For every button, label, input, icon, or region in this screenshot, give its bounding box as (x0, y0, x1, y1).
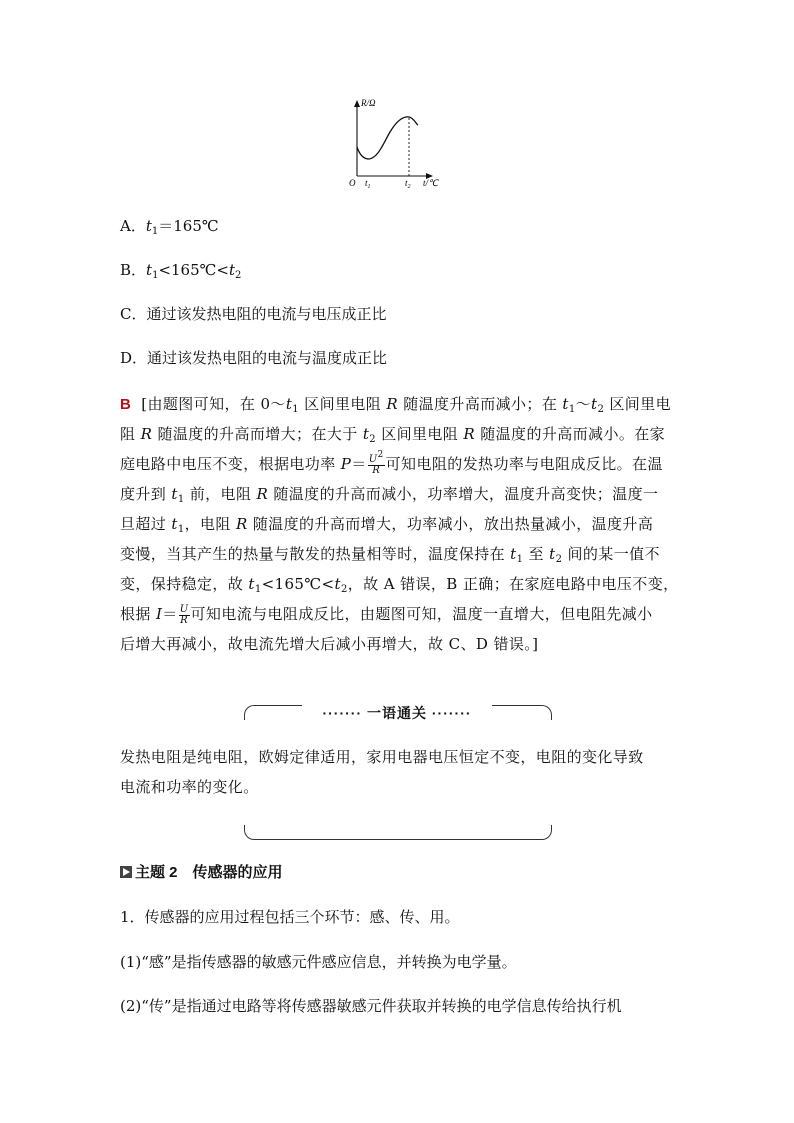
option-a: A．$t_1=165℃$ (120, 217, 219, 237)
t1-label: $t_1$ (365, 178, 371, 190)
summary-box-title: ······· 一语通关 ······· (302, 704, 492, 722)
origin-label: O (349, 178, 356, 188)
t2-label: $t_2$ (405, 178, 411, 190)
x-axis-label: t/℃ (423, 178, 439, 188)
body-paragraph-1: 1．传感器的应用过程包括三个环节：感、传、用。 (120, 908, 460, 926)
option-c: C．通过该发热电阻的电流与电压成正比 (120, 305, 387, 323)
topic-heading: 主题 2 传感器的应用 (120, 863, 283, 883)
answer-line-3: 庭电路中电压不变，根据电功率 P＝ $\frac{U^2}{R}$ 可知电阻的发热功率与电阻成反比。在温 (120, 449, 663, 476)
answer-line-7: 变，保持稳定，故 $t_1<165℃<t_2$，故 A 错误，B 正确；在家庭电路中电压不变， (120, 575, 679, 595)
answer-line-5: 旦超过 $t_1$，电阻 R 随温度的升高而增大，功率减小，放出热量减小，温度升高 (120, 515, 654, 535)
resistance-temperature-graph (338, 92, 450, 192)
y-axis-arrow (354, 100, 360, 107)
current-fraction: $\frac{U}{R}$ (179, 603, 189, 626)
body-paragraph-3: (2)“传”是指通过电路等将传感器敏感元件获取并转换的电学信息传给执行机 (120, 997, 622, 1015)
answer-line-9: 后增大再减小，故电流先增大后减小再增大，故 C、D 错误。] (120, 635, 539, 653)
answer-line-8: 根据 I＝ $\frac{U}{R}$ 可知电流与电阻成反比，由题图可知，温度一直增大，但电阻先减小 (120, 603, 653, 626)
answer-line-6: 变慢，当其产生的热量与散发的热量相等时，温度保持在 $t_1$ 至 $t_2$ 间的某一值不 (120, 545, 660, 565)
summary-text: 发热电阻是纯电阻，欧姆定律适用，家用电器电压恒定不变，电阻的变化导致 电流和功率的变化。 (120, 748, 644, 796)
y-axis-label: R/Ω (361, 98, 376, 108)
body-paragraph-2: (1)“感”是指传感器的敏感元件感应信息，并转换为电学量。 (120, 953, 517, 971)
play-triangle-icon (120, 866, 132, 878)
option-b: B．$t_1<165℃<t_2$ (120, 261, 242, 281)
summary-box-bottom (244, 825, 552, 840)
answer-explanation (120, 389, 679, 659)
answer-line-1: B [由题图可知，在 $0\sim t_1$ 区间里电阻 R 随温度升高而减小；在 $t_1\sim t_2$ 区间里电 (120, 395, 671, 415)
answer-line-4: 度升到 $t_1$ 前，电阻 R 随温度的升高而减小，功率增大，温度升高变快；温度一 (120, 485, 659, 505)
answer-letter: B (120, 396, 132, 413)
power-fraction: $\frac{U^2}{R}$ (368, 449, 384, 476)
answer-line-2: 阻 R 随温度的升高而增大；在大于 $t_2$ 区间里电阻 R 随温度的升高而减小。在家 (120, 425, 666, 445)
option-d: D．通过该发热电阻的电流与温度成正比 (120, 349, 388, 367)
